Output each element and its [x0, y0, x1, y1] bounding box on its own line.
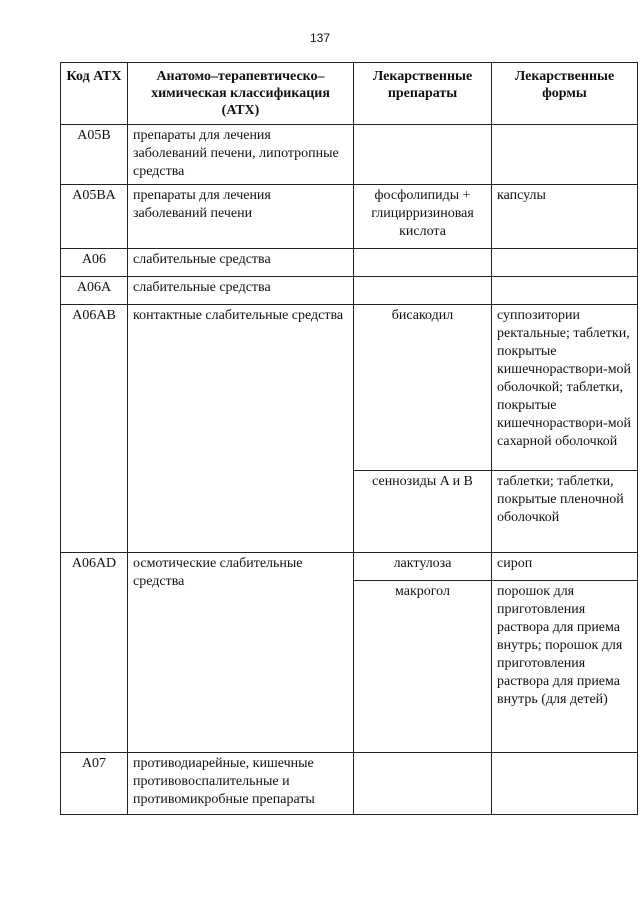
table-row: [61, 753, 638, 815]
drug-name: [354, 249, 492, 277]
drug-name: [354, 125, 492, 185]
atx-classification: контактные слабительные средства: [128, 305, 354, 553]
page-number: 137: [309, 31, 331, 45]
table-row: [61, 305, 638, 471]
atx-code: A06A: [61, 277, 128, 305]
drug-name: лактулоза: [354, 553, 492, 581]
table-row: [61, 125, 638, 185]
drug-name: сеннозиды A и B: [354, 471, 492, 553]
header-drugs: Лекарственные препараты: [354, 63, 492, 125]
drug-name: [354, 753, 492, 815]
drug-forms: капсулы: [492, 185, 638, 249]
header-code: Код АТХ: [61, 63, 128, 125]
atx-code: A06: [61, 249, 128, 277]
drug-forms: сироп: [492, 553, 638, 581]
drug-forms: таблетки; таблетки, покрытые пленочной оболочкой: [492, 471, 638, 553]
drug-forms: [492, 277, 638, 305]
atx-classification: слабительные средства: [128, 249, 354, 277]
atx-classification: противодиарейные, кишечные противовоспалительные и противомикробные препараты: [128, 753, 354, 815]
atx-code: A05BA: [61, 185, 128, 249]
atx-classification: препараты для лечения заболеваний печени, липотропные средства: [128, 125, 354, 185]
atx-code: A06AD: [61, 553, 128, 753]
header-forms: Лекарственные формы: [492, 63, 638, 125]
atx-classification: слабительные средства: [128, 277, 354, 305]
atx-table: [60, 62, 638, 815]
table-row: [61, 553, 638, 581]
atx-classification: препараты для лечения заболеваний печени: [128, 185, 354, 249]
table-row: [61, 249, 638, 277]
drug-name: фосфолипиды + глицирризиновая кислота: [354, 185, 492, 249]
atx-classification: осмотические слабительные средства: [128, 553, 354, 753]
drug-forms: суппозитории ректальные; таблетки, покрытые кишечнораствори-мой оболочкой; таблетки, покрытые кишечнораствори-мой сахарной оболочкой: [492, 305, 638, 471]
table-row: [61, 277, 638, 305]
drug-name: бисакодил: [354, 305, 492, 471]
drug-name: [354, 277, 492, 305]
header-row: [61, 63, 638, 125]
drug-forms: [492, 125, 638, 185]
atx-code: A07: [61, 753, 128, 815]
header-classification: Анатомо–терапевтическо–химическая классификация (АТХ): [128, 63, 354, 125]
drug-forms: [492, 249, 638, 277]
table-row: [61, 185, 638, 249]
drug-name: макрогол: [354, 581, 492, 753]
drug-forms: [492, 753, 638, 815]
atx-code: A05B: [61, 125, 128, 185]
drug-forms: порошок для приготовления раствора для приема внутрь; порошок для приготовления раствора для приема внутрь (для детей): [492, 581, 638, 753]
atx-code: A06AB: [61, 305, 128, 553]
